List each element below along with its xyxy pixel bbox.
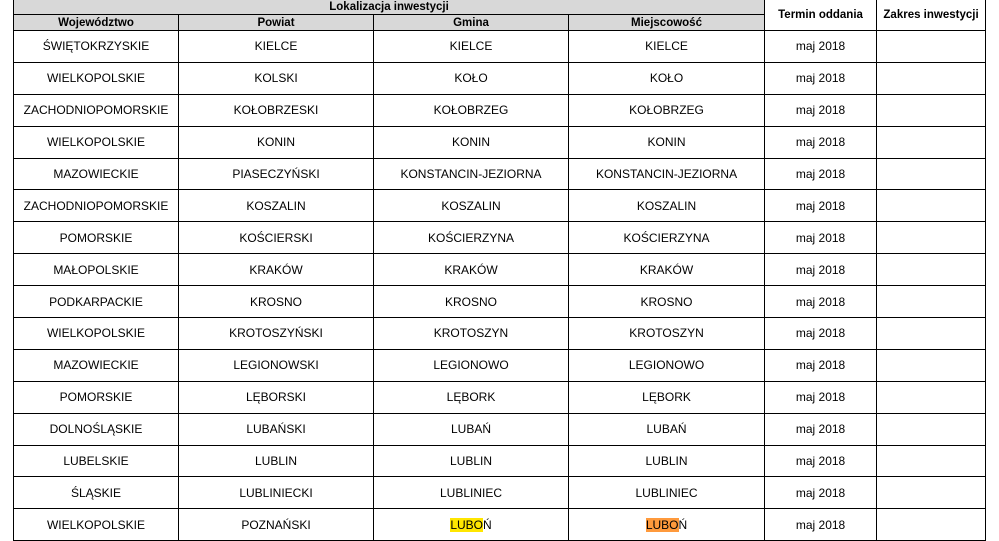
header-group-location: Lokalizacja inwestycji — [14, 0, 765, 15]
cell-wojewodztwo: PODKARPACKIE — [14, 286, 179, 318]
table-row — [14, 413, 986, 445]
cell-miejscowosc: KONSTANCIN-JEZIORNA — [569, 158, 765, 190]
cell-gmina: LEGIONOWO — [374, 349, 569, 381]
table-row — [14, 31, 986, 63]
cell-wojewodztwo: MAZOWIECKIE — [14, 158, 179, 190]
highlighted-text: LUBO — [645, 517, 679, 532]
cell-termin: maj 2018 — [765, 413, 877, 445]
table-row — [14, 190, 986, 222]
cell-termin: maj 2018 — [765, 381, 877, 413]
header-gmina: Gmina — [374, 15, 569, 31]
cell-powiat: KRAKÓW — [179, 254, 374, 286]
cell-wojewodztwo: WIELKOPOLSKIE — [14, 62, 179, 94]
cell-miejscowosc: KROSNO — [569, 286, 765, 318]
cell-powiat: KROSNO — [179, 286, 374, 318]
cell-termin: maj 2018 — [765, 190, 877, 222]
cell-miejscowosc: KOŁO — [569, 62, 765, 94]
cell-powiat: KOLSKI — [179, 62, 374, 94]
cell-zakres — [877, 62, 986, 94]
cell-powiat: POZNAŃSKI — [179, 509, 374, 541]
cell-gmina: LUBLIN — [374, 445, 569, 477]
cell-powiat: KROTOSZYŃSKI — [179, 318, 374, 350]
cell-termin: maj 2018 — [765, 254, 877, 286]
cell-miejscowosc: KOŁOBRZEG — [569, 94, 765, 126]
table-row — [14, 286, 986, 318]
cell-zakres — [877, 126, 986, 158]
cell-miejscowosc: LĘBORK — [569, 381, 765, 413]
cell-zakres — [877, 381, 986, 413]
cell-termin: maj 2018 — [765, 94, 877, 126]
cell-miejscowosc: KONIN — [569, 126, 765, 158]
header-termin: Termin oddania — [765, 0, 877, 31]
cell-zakres — [877, 413, 986, 445]
cell-gmina — [374, 509, 569, 541]
cell-miejscowosc: LUBLINIEC — [569, 477, 765, 509]
cell-wojewodztwo: ŚLĄSKIE — [14, 477, 179, 509]
cell-termin: maj 2018 — [765, 126, 877, 158]
header-wojewodztwo: Województwo — [14, 15, 179, 31]
cell-zakres — [877, 222, 986, 254]
cell-termin: maj 2018 — [765, 286, 877, 318]
cell-gmina: KOŁOBRZEG — [374, 94, 569, 126]
cell-wojewodztwo: WIELKOPOLSKIE — [14, 318, 179, 350]
cell-termin: maj 2018 — [765, 349, 877, 381]
header-miejscowosc: Miejscowość — [569, 15, 765, 31]
cell-gmina: KOŚCIERZYNA — [374, 222, 569, 254]
cell-powiat: LUBLINIECKI — [179, 477, 374, 509]
cell-gmina: LĘBORK — [374, 381, 569, 413]
cell-termin: maj 2018 — [765, 222, 877, 254]
cell-powiat: PIASECZYŃSKI — [179, 158, 374, 190]
table-row — [14, 349, 986, 381]
cell-powiat: LĘBORSKI — [179, 381, 374, 413]
table-row — [14, 94, 986, 126]
cell-wojewodztwo: LUBELSKIE — [14, 445, 179, 477]
cell-gmina: LUBAŃ — [374, 413, 569, 445]
cell-wojewodztwo: MAŁOPOLSKIE — [14, 254, 179, 286]
cell-gmina: KROSNO — [374, 286, 569, 318]
cell-gmina: KIELCE — [374, 31, 569, 63]
cell-zakres — [877, 158, 986, 190]
cell-wojewodztwo: WIELKOPOLSKIE — [14, 126, 179, 158]
cell-miejscowosc: LUBAŃ — [569, 413, 765, 445]
cell-zakres — [877, 94, 986, 126]
cell-gmina: KOSZALIN — [374, 190, 569, 222]
table-row — [14, 381, 986, 413]
table-body — [14, 31, 986, 541]
cell-gmina: KOŁO — [374, 62, 569, 94]
cell-gmina: KROTOSZYN — [374, 318, 569, 350]
cell-powiat: KONIN — [179, 126, 374, 158]
investment-table — [13, 0, 986, 541]
cell-text-rest: Ń — [678, 517, 688, 532]
cell-miejscowosc: LUBLIN — [569, 445, 765, 477]
cell-miejscowosc: KOŚCIERZYNA — [569, 222, 765, 254]
cell-zakres — [877, 445, 986, 477]
header-powiat: Powiat — [179, 15, 374, 31]
table-row — [14, 477, 986, 509]
cell-miejscowosc: LEGIONOWO — [569, 349, 765, 381]
cell-wojewodztwo: MAZOWIECKIE — [14, 349, 179, 381]
cell-termin: maj 2018 — [765, 477, 877, 509]
cell-miejscowosc: KOSZALIN — [569, 190, 765, 222]
cell-powiat: LUBAŃSKI — [179, 413, 374, 445]
cell-miejscowosc: KIELCE — [569, 31, 765, 63]
cell-zakres — [877, 509, 986, 541]
table-row — [14, 318, 986, 350]
table-row — [14, 509, 986, 541]
cell-powiat: KOŚCIERSKI — [179, 222, 374, 254]
cell-powiat: KIELCE — [179, 31, 374, 63]
cell-miejscowosc: KRAKÓW — [569, 254, 765, 286]
table-row — [14, 222, 986, 254]
cell-zakres — [877, 349, 986, 381]
cell-powiat: LEGIONOWSKI — [179, 349, 374, 381]
cell-wojewodztwo: WIELKOPOLSKIE — [14, 509, 179, 541]
cell-gmina: KRAKÓW — [374, 254, 569, 286]
cell-wojewodztwo: ZACHODNIOPOMORSKIE — [14, 190, 179, 222]
cell-termin: maj 2018 — [765, 158, 877, 190]
cell-termin: maj 2018 — [765, 509, 877, 541]
table-row — [14, 62, 986, 94]
cell-miejscowosc: KROTOSZYN — [569, 318, 765, 350]
cell-wojewodztwo: POMORSKIE — [14, 381, 179, 413]
highlighted-text: LUBO — [450, 517, 483, 532]
cell-wojewodztwo: ZACHODNIOPOMORSKIE — [14, 94, 179, 126]
table-row — [14, 126, 986, 158]
cell-gmina: KONSTANCIN-JEZIORNA — [374, 158, 569, 190]
cell-zakres — [877, 254, 986, 286]
cell-zakres — [877, 286, 986, 318]
cell-termin: maj 2018 — [765, 31, 877, 63]
cell-powiat: KOŁOBRZESKI — [179, 94, 374, 126]
table-row — [14, 445, 986, 477]
cell-powiat: KOSZALIN — [179, 190, 374, 222]
cell-miejscowosc — [569, 509, 765, 541]
cell-zakres — [877, 477, 986, 509]
cell-zakres — [877, 318, 986, 350]
table-row — [14, 158, 986, 190]
cell-wojewodztwo: POMORSKIE — [14, 222, 179, 254]
cell-zakres — [877, 31, 986, 63]
cell-gmina: KONIN — [374, 126, 569, 158]
cell-termin: maj 2018 — [765, 445, 877, 477]
cell-powiat: LUBLIN — [179, 445, 374, 477]
cell-wojewodztwo: DOLNOŚLĄSKIE — [14, 413, 179, 445]
cell-zakres — [877, 190, 986, 222]
cell-wojewodztwo: ŚWIĘTOKRZYSKIE — [14, 31, 179, 63]
table-row — [14, 254, 986, 286]
cell-termin: maj 2018 — [765, 318, 877, 350]
cell-text-rest: Ń — [483, 517, 492, 532]
header-zakres: Zakres inwestycji — [877, 0, 986, 31]
cell-gmina: LUBLINIEC — [374, 477, 569, 509]
cell-termin: maj 2018 — [765, 62, 877, 94]
